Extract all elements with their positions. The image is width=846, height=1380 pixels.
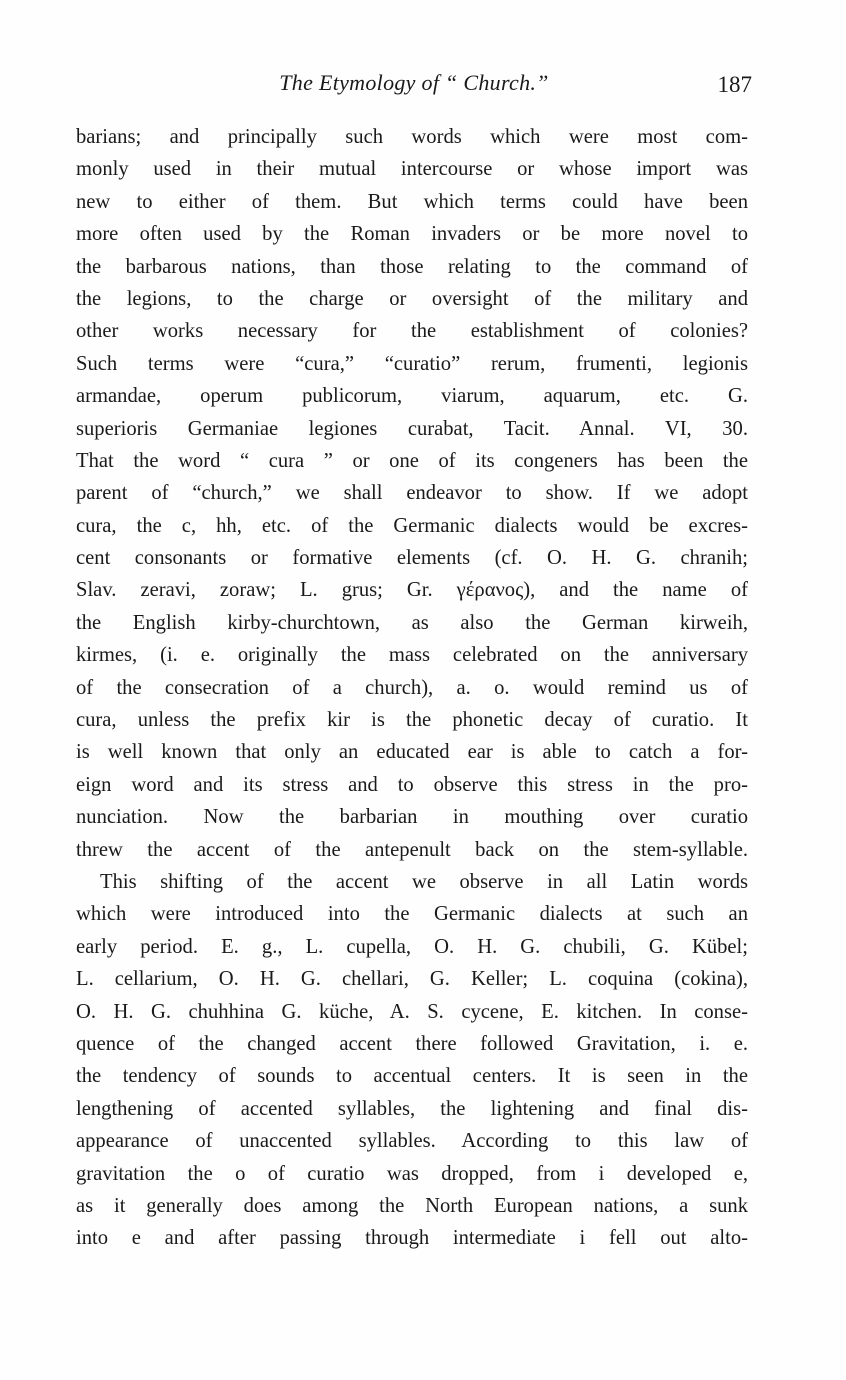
text-line: which were introduced into the Germanic dialects at such an <box>76 903 748 926</box>
text-line: cent consonants or formative elements (cf. O. H. G. chranih; <box>76 547 748 570</box>
page-header <box>76 70 752 104</box>
text-line: That the word “ cura ” or one of its congeners has been the <box>76 449 748 472</box>
text-line: more often used by the Roman invaders or be more novel to <box>76 223 748 246</box>
body-text <box>76 121 748 1255</box>
text-line: Slav. zeravi, zoraw; L. grus; Gr. γέρανος), and the name of <box>76 579 748 602</box>
page-number: 187 <box>717 72 752 97</box>
text-line: appearance of unaccented syllables. According to this law of <box>76 1130 748 1153</box>
text-line: the English kirby-churchtown, as also the German kirweih, <box>76 611 748 634</box>
text-line: parent of “church,” we shall endeavor to show. If we adopt <box>76 482 748 505</box>
text-line: the tendency of sounds to accentual centers. It is seen in the <box>76 1065 748 1088</box>
text-line: barians; and principally such words which were most com- <box>76 126 748 148</box>
text-line: cura, unless the prefix kir is the phonetic decay of curatio. It <box>76 709 748 732</box>
text-line: cura, the c, hh, etc. of the Germanic dialects would be excres- <box>76 514 748 537</box>
text-line: the legions, to the charge or oversight of the military and <box>76 287 748 310</box>
text-line: other works necessary for the establishment of colonies? <box>76 320 748 343</box>
text-line: armandae, operum publicorum, viarum, aquarum, etc. G. <box>76 385 748 408</box>
text-line: Such terms were “cura,” “curatio” rerum, frumenti, legionis <box>76 352 748 375</box>
text-line: new to either of them. But which terms could have been <box>76 190 748 213</box>
paragraph-first-line: This shifting of the accent we observe in all Latin words <box>100 870 748 893</box>
text-line: is well known that only an educated ear is able to catch a for- <box>76 741 748 764</box>
text-line: into e and after passing through intermediate i fell out alto- <box>76 1227 748 1250</box>
text-line: as it generally does among the North European nations, a sunk <box>76 1194 748 1217</box>
text-line: monly used in their mutual intercourse or whose import was <box>76 158 748 181</box>
text-line: threw the accent of the antepenult back on the stem-syllable. <box>76 838 748 861</box>
text-line: of the consecration of a church), a. o. would remind us of <box>76 676 748 699</box>
text-line: gravitation the o of curatio was dropped, from i developed e, <box>76 1162 748 1185</box>
running-title: The Etymology of “ Church.” <box>279 70 549 95</box>
text-line: O. H. G. chuhhina G. küche, A. S. cycene, E. kitchen. In conse- <box>76 1000 748 1023</box>
text-line: quence of the changed accent there followed Gravitation, i. e. <box>76 1032 748 1055</box>
text-line: L. cellarium, O. H. G. chellari, G. Keller; L. coquina (cokina), <box>76 968 748 991</box>
text-line: eign word and its stress and to observe this stress in the pro- <box>76 773 748 796</box>
text-line: the barbarous nations, than those relating to the command of <box>76 255 748 278</box>
text-line: early period. E. g., L. cupella, O. H. G. chubili, G. Kübel; <box>76 935 748 958</box>
text-line: nunciation. Now the barbarian in mouthing over curatio <box>76 806 748 829</box>
text-line: superioris Germaniae legiones curabat, Tacit. Annal. VI, 30. <box>76 417 748 440</box>
text-line: lengthening of accented syllables, the lightening and final dis- <box>76 1097 748 1120</box>
text-line: kirmes, (i. e. originally the mass celebrated on the anniversary <box>76 644 748 667</box>
